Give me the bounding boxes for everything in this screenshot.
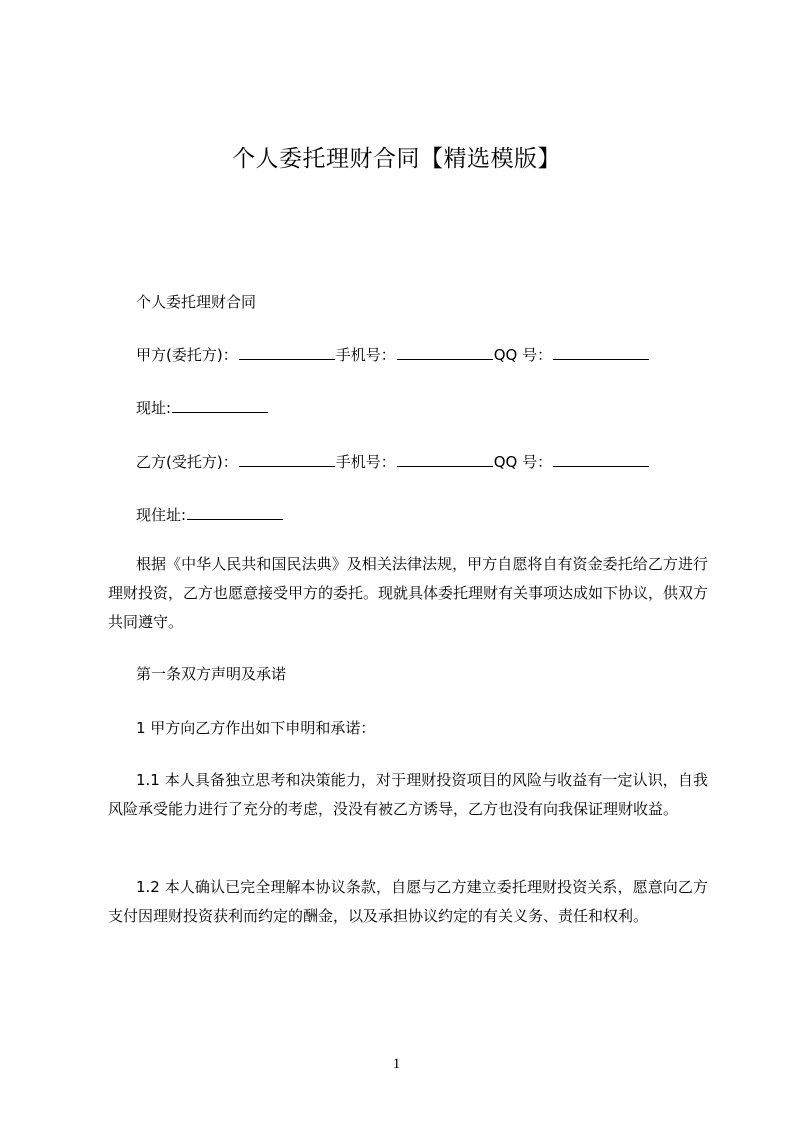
- article-1-title: 第一条双方声明及承诺: [136, 665, 287, 683]
- party-b-qq-label: QQ 号：: [493, 453, 553, 471]
- clause-1-2: 1.2 本人确认已完全理解本协议条款，自愿与乙方建立委托理财投资关系，愿意向乙方支付因理财投资获利而约定的酬金，以及承担协议约定的有关义务、责任和权利。: [108, 878, 708, 925]
- party-b-address-label: 现住址:: [136, 506, 187, 524]
- party-a-label: 甲方(委托方)：: [136, 346, 238, 364]
- party-a-qq-label: QQ 号：: [493, 346, 553, 364]
- party-b-address-line: [136, 505, 284, 525]
- party-b-qq-blank: [553, 453, 649, 467]
- party-a-address-blank: [172, 399, 268, 413]
- clause-1-1: 1.1 本人具备独立思考和决策能力，对于理财投资项目的风险与收益有一定认识，自我风险承受能力进行了充分的考虑，没没有被乙方诱导，乙方也没有向我保证理财收益。: [108, 771, 708, 818]
- party-a-address-label: 现址:: [136, 399, 172, 417]
- party-a-phone-label: 手机号：: [335, 346, 396, 364]
- party-b-line: [136, 452, 650, 472]
- party-b-address-blank: [187, 506, 283, 520]
- party-a-qq-blank: [553, 346, 649, 360]
- page-number: 1: [392, 1056, 401, 1072]
- clause-1: 1 甲方向乙方作出如下申明和承诺：: [136, 719, 376, 737]
- party-b-phone-label: 手机号：: [335, 453, 396, 471]
- party-a-address-line: [136, 398, 269, 418]
- party-a-name-blank: [239, 346, 335, 360]
- contract-heading: 个人委托理财合同: [136, 293, 257, 311]
- party-a-line: [136, 345, 650, 365]
- party-b-name-blank: [239, 453, 335, 467]
- intro-paragraph: 根据《中华人民共和国民法典》及相关法律法规，甲方自愿将自有资金委托给乙方进行理财投资，乙方也愿意接受甲方的委托。现就具体委托理财有关事项达成如下协议，供双方共同遵守。: [108, 555, 709, 631]
- party-b-label: 乙方(受托方)：: [136, 453, 238, 471]
- party-b-phone-blank: [397, 453, 493, 467]
- document-title: 个人委托理财合同【精选模版】: [232, 146, 561, 172]
- party-a-phone-blank: [397, 346, 493, 360]
